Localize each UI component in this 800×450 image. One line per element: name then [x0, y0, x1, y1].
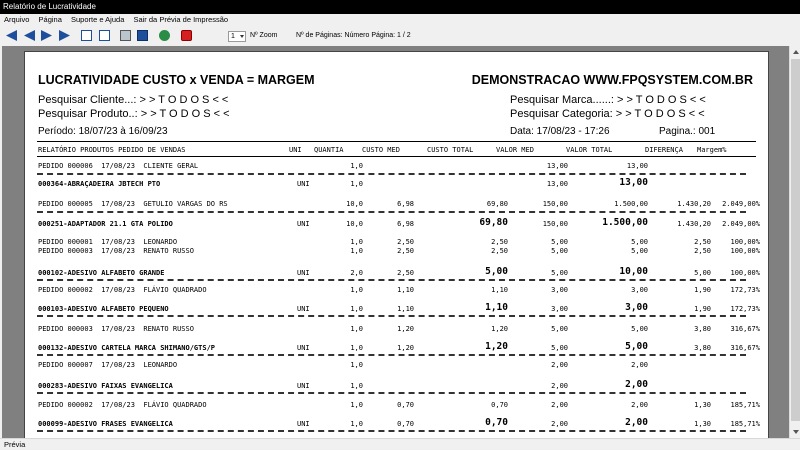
header-separator [37, 141, 756, 142]
row-description: 000099-ADESIVO FRASES EVANGELICA [38, 420, 173, 428]
row-separator [37, 211, 746, 213]
row-qtd: 1,0 [350, 361, 363, 369]
row-dif: 2,50 [694, 247, 711, 255]
row-ctot: 69,80 [479, 217, 508, 228]
preview-area [2, 46, 789, 438]
row-vtot: 3,00 [631, 286, 648, 294]
row-vtot: 5,00 [625, 341, 648, 352]
row-cmed: 6,98 [397, 200, 414, 208]
column-header-valor-med: VALOR MED [496, 146, 534, 154]
zoom-select[interactable] [228, 31, 246, 42]
row-ctot: 1,20 [485, 341, 508, 352]
row-vtot: 5,00 [631, 247, 648, 255]
filter-marca: Pesquisar Marca......: > > T O D O S < < [510, 94, 706, 106]
row-marg: 185,71% [730, 401, 760, 409]
row-uni: UNI [297, 269, 310, 277]
row-vmed: 150,00 [542, 200, 568, 208]
column-header-uni: UNI [289, 146, 302, 154]
row-description: 000364-ABRAÇADEIRA JBTECH PTO [38, 180, 161, 188]
row-separator [37, 173, 746, 175]
filter-produto: Pesquisar Produto..: > > T O D O S < < [38, 108, 230, 120]
row-vmed: 13,00 [546, 180, 568, 188]
row-description: 000132-ADESIVO CARTELA MARCA SHIMANO/GTS/P [38, 344, 216, 352]
menu-pagina[interactable]: Página [38, 15, 62, 24]
row-description: PEDIDO 000007 17/08/23 LEONARDO [38, 361, 178, 369]
row-description: 000103-ADESIVO ALFABETO PEQUENO [38, 305, 169, 313]
row-qtd: 1,0 [350, 305, 363, 313]
scroll-up-icon[interactable] [793, 50, 799, 54]
row-ctot: 0,70 [491, 401, 508, 409]
row-vmed: 2,00 [551, 420, 568, 428]
row-qtd: 2,0 [350, 269, 363, 277]
row-vtot: 1.500,00 [614, 200, 648, 208]
row-vtot: 13,00 [626, 162, 648, 170]
row-separator [37, 354, 746, 356]
row-marg: 100,00% [730, 269, 760, 277]
row-description: PEDIDO 000003 17/08/23 RENATO RUSSO [38, 325, 194, 333]
row-vmed: 5,00 [551, 247, 568, 255]
row-dif: 1,90 [694, 305, 711, 313]
row-dif: 3,80 [694, 344, 711, 352]
column-header-descricao: RELATÓRIO PRODUTOS PEDIDO DE VENDAS [38, 146, 186, 154]
chevron-down-icon [240, 35, 244, 38]
row-marg: 2.049,00% [722, 220, 760, 228]
row-description: 000251-ADAPTADOR 21.1 GTA POLIDO [38, 220, 173, 228]
row-vmed: 5,00 [551, 269, 568, 277]
row-vmed: 2,00 [551, 361, 568, 369]
row-ctot: 1,10 [485, 302, 508, 313]
row-description: PEDIDO 000002 17/08/23 FLÁVIO QUADRADO [38, 286, 207, 294]
row-dif: 2,50 [694, 238, 711, 246]
row-vmed: 2,00 [551, 401, 568, 409]
row-vtot: 1.500,00 [602, 217, 648, 228]
zoom-label: Nº Zoom [250, 32, 278, 39]
row-ctot: 69,80 [486, 200, 508, 208]
row-dif: 1,30 [694, 420, 711, 428]
row-vtot: 2,00 [631, 361, 648, 369]
row-description: PEDIDO 000005 17/08/23 GETULIO VARGAS DO RS [38, 200, 228, 208]
column-header-diferenca: DIFERENÇA [645, 146, 683, 154]
row-marg: 100,00% [730, 247, 760, 255]
row-vtot: 5,00 [631, 325, 648, 333]
row-vmed: 3,00 [551, 286, 568, 294]
row-qtd: 1,0 [350, 344, 363, 352]
row-separator [37, 315, 746, 317]
report-title: LUCRATIVIDADE CUSTO x VENDA = MARGEM [38, 73, 315, 87]
report-data: Data: 17/08/23 - 17:26 [510, 126, 610, 137]
row-cmed: 1,20 [397, 344, 414, 352]
report-site: DEMONSTRACAO WWW.FPQSYSTEM.COM.BR [471, 73, 753, 87]
row-qtd: 1,0 [350, 247, 363, 255]
row-uni: UNI [297, 180, 310, 188]
row-marg: 2.049,00% [722, 200, 760, 208]
last-page-icon[interactable] [59, 30, 70, 41]
row-cmed: 1,10 [397, 286, 414, 294]
grid-icon[interactable] [137, 30, 148, 41]
row-vtot: 5,00 [631, 238, 648, 246]
menu-bar [0, 14, 800, 26]
row-qtd: 1,0 [350, 286, 363, 294]
row-vmed: 150,00 [542, 220, 568, 228]
status-bar: Prévia [0, 438, 800, 450]
column-header-valor-total: VALOR TOTAL [566, 146, 613, 154]
row-marg: 185,71% [730, 420, 760, 428]
row-vtot: 10,00 [619, 266, 648, 277]
row-qtd: 1,0 [350, 325, 363, 333]
row-ctot: 0,70 [485, 417, 508, 428]
row-cmed: 1,10 [397, 305, 414, 313]
row-separator [37, 430, 746, 432]
menu-arquivo[interactable]: Arquivo [4, 15, 30, 24]
report-page [24, 51, 769, 438]
row-vmed: 3,00 [551, 305, 568, 313]
row-separator [37, 392, 746, 394]
next-page-icon[interactable] [41, 30, 52, 41]
close-icon[interactable] [181, 30, 192, 41]
column-header-custo-total: CUSTO TOTAL [427, 146, 474, 154]
window-title: Relatório de Lucratividade [0, 0, 800, 14]
row-vmed: 5,00 [551, 325, 568, 333]
table-header-separator [37, 156, 756, 157]
filter-cliente: Pesquisar Cliente...: > > T O D O S < < [38, 94, 229, 106]
row-dif: 5,00 [694, 269, 711, 277]
row-ctot: 5,00 [485, 266, 508, 277]
scroll-thumb[interactable] [791, 59, 800, 421]
row-vtot: 13,00 [619, 177, 648, 188]
row-uni: UNI [297, 305, 310, 313]
row-description: PEDIDO 000001 17/08/23 LEONARDO [38, 238, 178, 246]
row-qtd: 10,0 [346, 200, 363, 208]
row-qtd: 1,0 [350, 180, 363, 188]
row-description: 000283-ADESIVO FAIXAS EVANGELICA [38, 382, 173, 390]
row-dif: 1,90 [694, 286, 711, 294]
row-cmed: 0,70 [397, 420, 414, 428]
row-qtd: 10,0 [346, 220, 363, 228]
row-description: PEDIDO 000002 17/08/23 FLÁVIO QUADRADO [38, 401, 207, 409]
excel-export-icon[interactable] [159, 30, 170, 41]
report-periodo: Período: 18/07/23 à 16/09/23 [38, 126, 168, 137]
row-qtd: 1,0 [350, 162, 363, 170]
row-vtot: 2,00 [625, 417, 648, 428]
row-ctot: 1,10 [491, 286, 508, 294]
row-description: PEDIDO 000003 17/08/23 RENATO RUSSO [38, 247, 194, 255]
column-header-quantia: QUANTIA [314, 146, 344, 154]
row-ctot: 2,50 [491, 238, 508, 246]
filter-categoria: Pesquisar Categoria: > > T O D O S < < [510, 108, 705, 120]
report-pagina: Pagina.: 001 [659, 126, 716, 137]
row-cmed: 1,20 [397, 325, 414, 333]
row-cmed: 2,50 [397, 269, 414, 277]
column-header-margem: Margem% [697, 146, 727, 154]
row-marg: 172,73% [730, 305, 760, 313]
row-description: 000102-ADESIVO ALFABETO GRANDE [38, 269, 165, 277]
row-vtot: 3,00 [625, 302, 648, 313]
row-uni: UNI [297, 344, 310, 352]
row-cmed: 2,50 [397, 238, 414, 246]
row-marg: 316,67% [730, 344, 760, 352]
row-description: PEDIDO 000006 17/08/23 CLIENTE GERAL [38, 162, 199, 170]
row-dif: 1.430,20 [677, 200, 711, 208]
row-vmed: 5,00 [551, 238, 568, 246]
row-vtot: 2,00 [631, 401, 648, 409]
row-dif: 3,80 [694, 325, 711, 333]
row-cmed: 6,98 [397, 220, 414, 228]
row-ctot: 1,20 [491, 325, 508, 333]
row-marg: 172,73% [730, 286, 760, 294]
row-separator [37, 279, 746, 281]
row-dif: 1.430,20 [677, 220, 711, 228]
row-vmed: 2,00 [551, 382, 568, 390]
row-qtd: 1,0 [350, 401, 363, 409]
row-cmed: 2,50 [397, 247, 414, 255]
column-header-custo-med: CUSTO MED [362, 146, 400, 154]
row-cmed: 0,70 [397, 401, 414, 409]
page-view-2-icon[interactable] [99, 30, 110, 41]
row-uni: UNI [297, 220, 310, 228]
row-marg: 316,67% [730, 325, 760, 333]
row-vtot: 2,00 [625, 379, 648, 390]
pages-label: Nº de Páginas: Número Página: 1 / 2 [296, 32, 411, 39]
row-ctot: 2,50 [491, 247, 508, 255]
row-qtd: 1,0 [350, 420, 363, 428]
scroll-down-icon[interactable] [793, 430, 799, 434]
vertical-scrollbar[interactable] [789, 46, 800, 438]
row-marg: 100,00% [730, 238, 760, 246]
row-dif: 1,30 [694, 401, 711, 409]
row-uni: UNI [297, 420, 310, 428]
row-qtd: 1,0 [350, 382, 363, 390]
zoom-value: 1 [231, 33, 235, 40]
row-vmed: 5,00 [551, 344, 568, 352]
menu-suporte[interactable]: Suporte e Ajuda [70, 15, 125, 24]
print-icon[interactable] [120, 30, 131, 41]
first-page-icon[interactable] [6, 30, 17, 41]
page-view-icon[interactable] [81, 30, 92, 41]
row-qtd: 1,0 [350, 238, 363, 246]
row-vmed: 13,00 [546, 162, 568, 170]
row-uni: UNI [297, 382, 310, 390]
menu-sair-previa[interactable]: Sair da Prévia de Impressão [133, 15, 229, 24]
prev-page-icon[interactable] [24, 30, 35, 41]
